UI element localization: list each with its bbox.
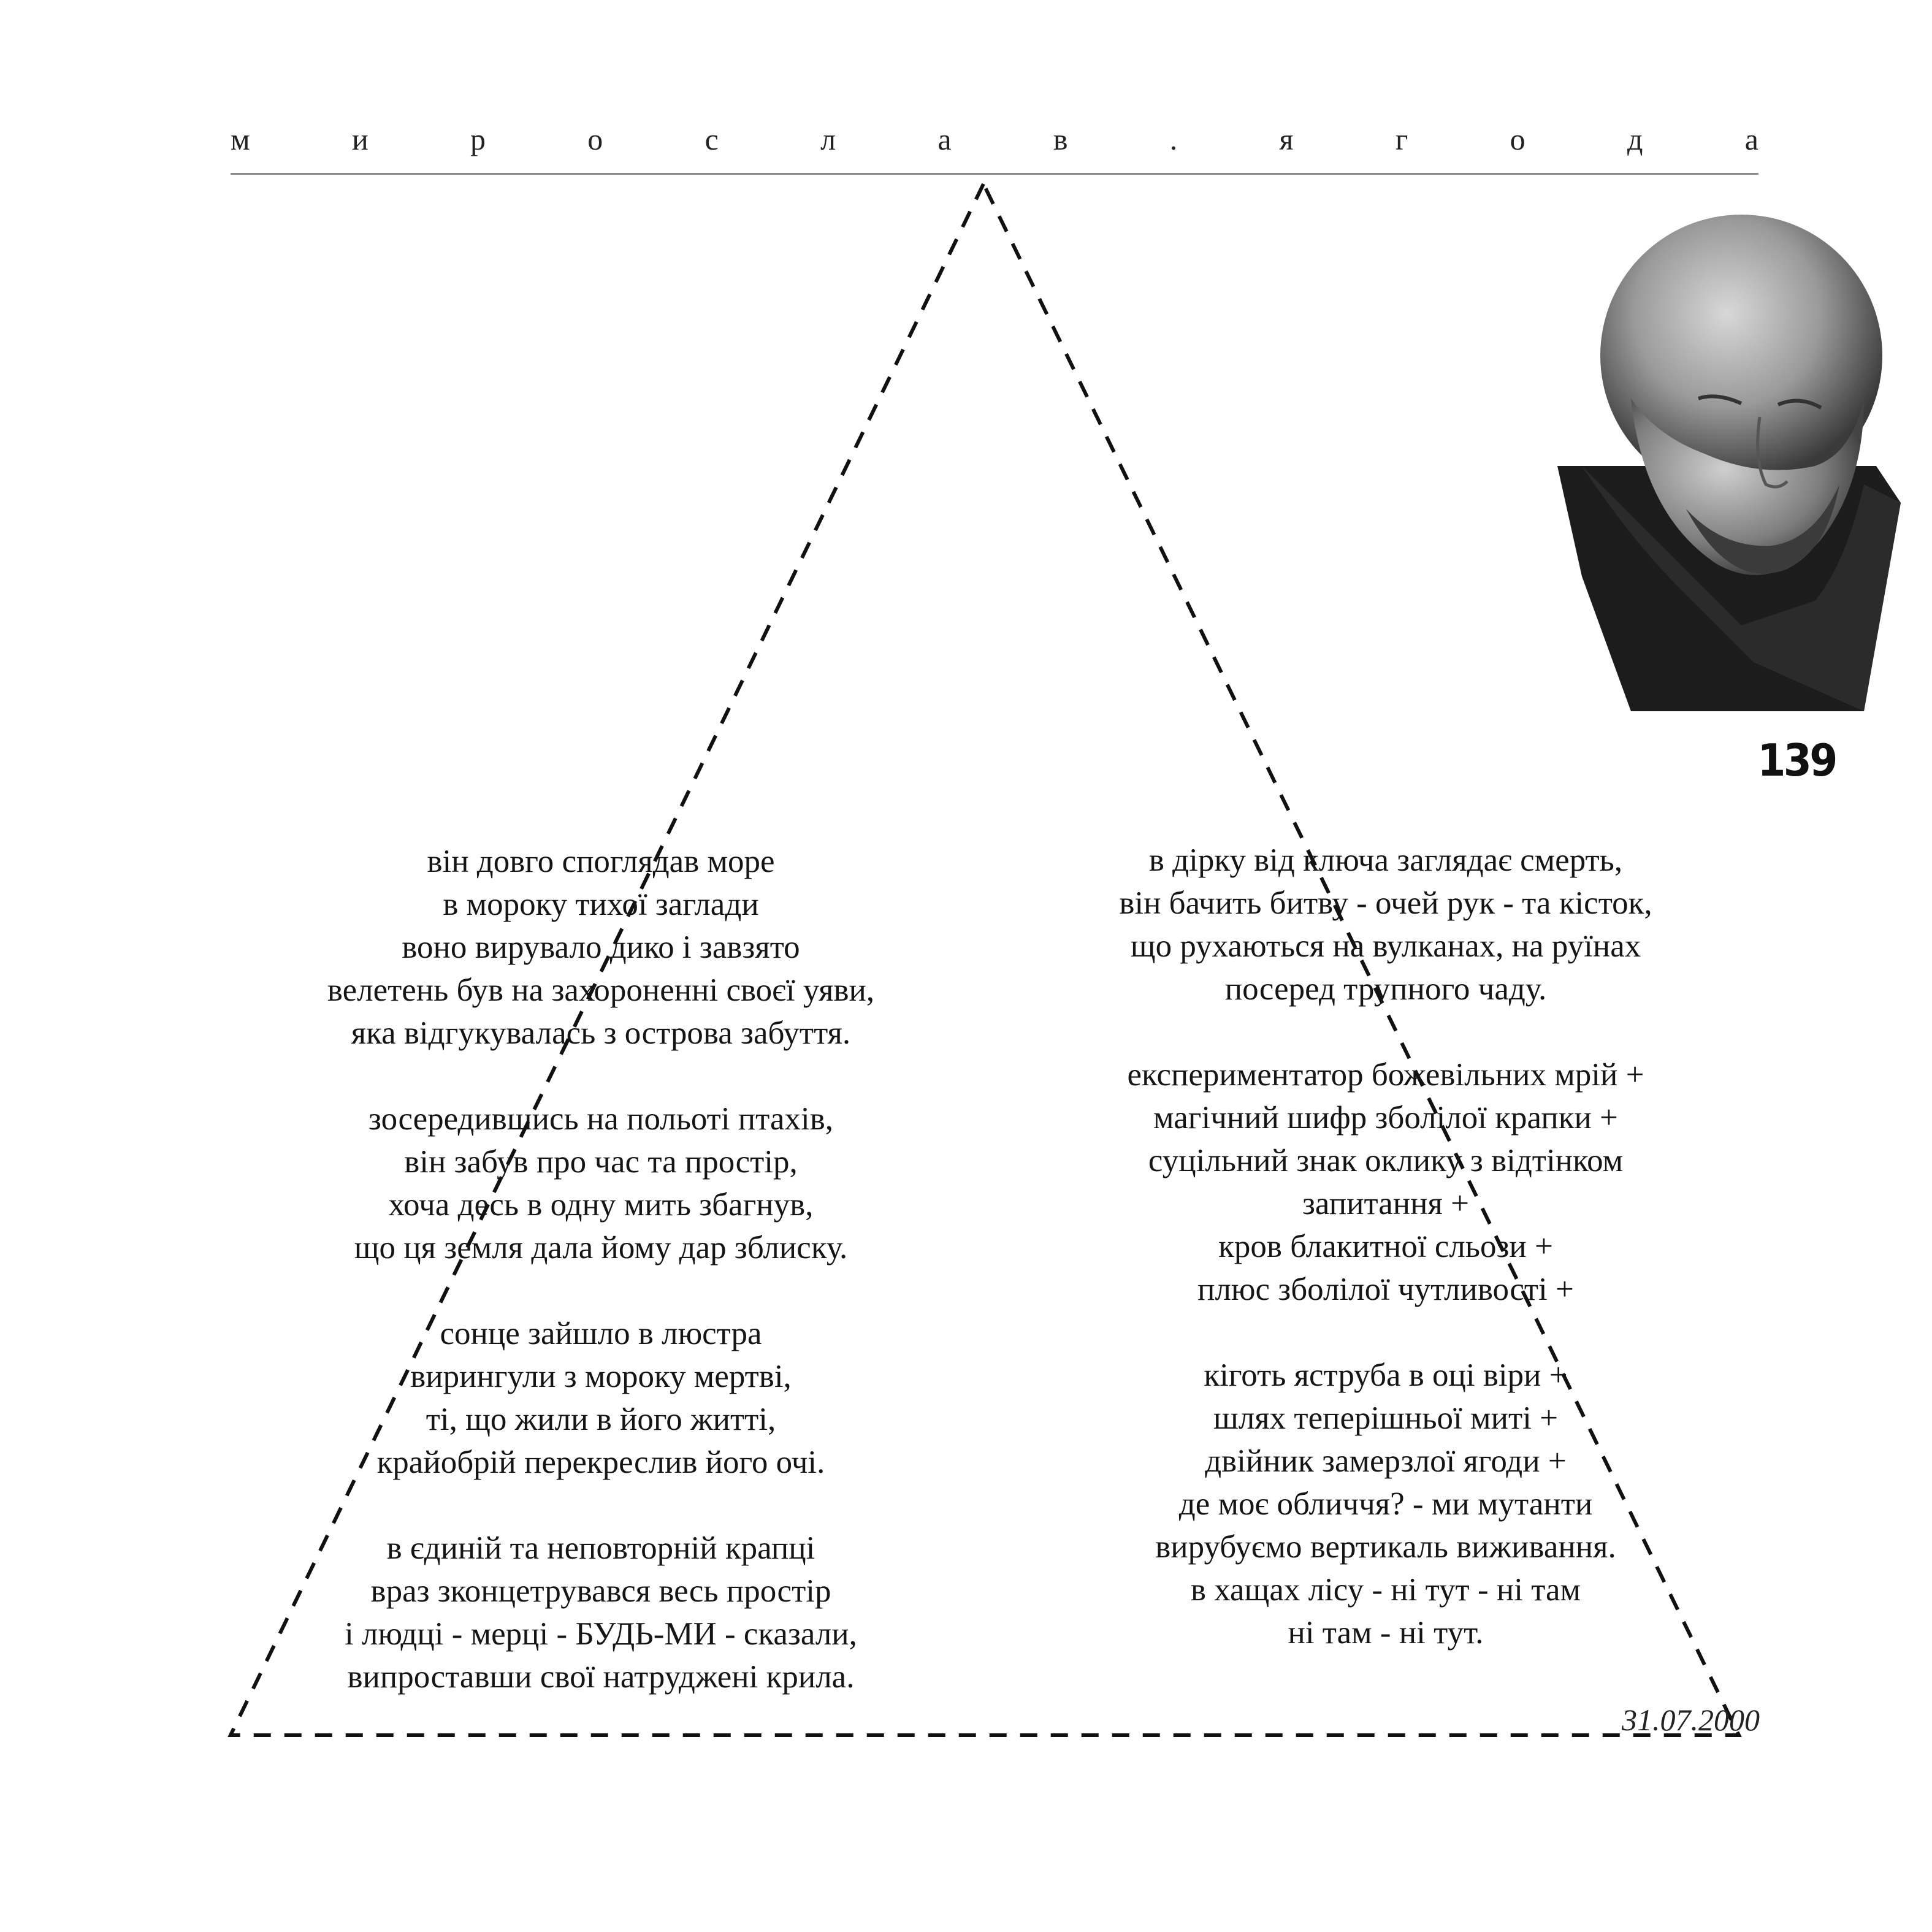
header-letter: и: [351, 122, 368, 156]
header-rule: [231, 173, 1758, 175]
poem-line: що рухаються на вулканах, на руїнах: [1130, 928, 1641, 964]
header-letter: л: [820, 122, 836, 156]
poem-line: ні там - ні тут.: [1288, 1615, 1484, 1651]
poem-left-column: [258, 840, 944, 1698]
author-portrait: [1557, 196, 1901, 724]
poem-line: сонце зайшло в люстра: [440, 1316, 762, 1351]
poem-line: запитання +: [1302, 1186, 1470, 1221]
poem-line: плюс зболілої чутливості +: [1197, 1272, 1574, 1307]
poem-line: він забув про час та простір,: [404, 1144, 798, 1180]
poem-line: шлях теперішньої миті +: [1213, 1400, 1558, 1436]
poem-stanza: [258, 1098, 944, 1269]
poem-line: що ця земля дала йому дар зблиску.: [354, 1230, 848, 1266]
poem-line: експериментатор божевільних мрій +: [1127, 1057, 1644, 1093]
poem-line: хоча десь в одну мить збагнув,: [388, 1187, 814, 1223]
poem-date: 31.07.2000: [1622, 1703, 1760, 1737]
poem-stanza: [258, 840, 944, 1055]
page-number: 139: [1757, 735, 1836, 786]
poem-line: він бачить битву - очей рук - та кісток,: [1119, 885, 1652, 921]
poem-line: крайобрій перекреслив його очі.: [376, 1445, 825, 1480]
poem-stanza: [258, 1527, 944, 1698]
header-letter: д: [1627, 122, 1643, 156]
header-letter: .: [1169, 122, 1178, 156]
poem-line: яка відгукувалась з острова забуття.: [351, 1015, 851, 1051]
header-letter: о: [587, 122, 603, 156]
header-letter: р: [470, 122, 486, 156]
poem-line: в хащах лісу - ні тут - ні там: [1190, 1572, 1581, 1608]
poem-line: зосередившись на польоті птахів,: [368, 1101, 833, 1137]
header-letter: в: [1053, 122, 1068, 156]
poem-line: випроставши свої натруджені крила.: [347, 1659, 855, 1695]
header-letter: с: [704, 122, 719, 156]
poem-line: враз зконцетрувався весь простір: [370, 1573, 831, 1609]
poem-line: двійник замерзлої ягоди +: [1205, 1443, 1567, 1479]
poem-stanza: [1030, 839, 1741, 1010]
portrait-photo-icon: [1557, 196, 1901, 724]
poem-line: в єдиній та неповторній крапці: [386, 1530, 815, 1566]
poem-line: він довго споглядав море: [427, 844, 775, 879]
poem-line: посеред трупного чаду.: [1224, 971, 1547, 1007]
poem-right-column: [1030, 839, 1741, 1654]
poem-line: ті, що жили в його житті,: [426, 1402, 776, 1437]
poem-stanza: [1030, 1053, 1741, 1311]
header-letter: я: [1279, 122, 1294, 156]
poem-stanza: [1030, 1354, 1741, 1654]
header-letter: а: [1744, 122, 1758, 156]
poem-line: де моє обличчя? - ми мутанти: [1178, 1486, 1593, 1522]
header-letter: а: [937, 122, 952, 156]
poem-line: суцільний знак оклику з відтінком: [1148, 1143, 1624, 1178]
poem-line: магічний шифр зболілої крапки +: [1153, 1100, 1618, 1136]
poem-line: воно вирувало дико і завзято: [402, 930, 800, 965]
poem-line: і людці - мерці - БУДЬ-МИ - сказали,: [345, 1616, 857, 1652]
poem-line: кров блакитної сльози +: [1218, 1229, 1553, 1264]
header-letter: о: [1510, 122, 1525, 156]
header-letter: г: [1395, 122, 1408, 156]
poem-stanza: [258, 1312, 944, 1484]
poem-line: велетень був на захороненні своєї уяви,: [327, 972, 875, 1008]
author-name-header: [231, 123, 1758, 156]
header-letter: м: [231, 122, 250, 156]
poem-line: кіготь яструба в оці віри +: [1204, 1357, 1568, 1393]
poem-line: вирубуємо вертикаль виживання.: [1155, 1529, 1616, 1565]
poem-line: вирингули з мороку мертві,: [410, 1359, 792, 1394]
poem-line: в дірку від ключа заглядає смерть,: [1148, 842, 1623, 878]
poem-line: в мороку тихої заглади: [443, 887, 759, 922]
